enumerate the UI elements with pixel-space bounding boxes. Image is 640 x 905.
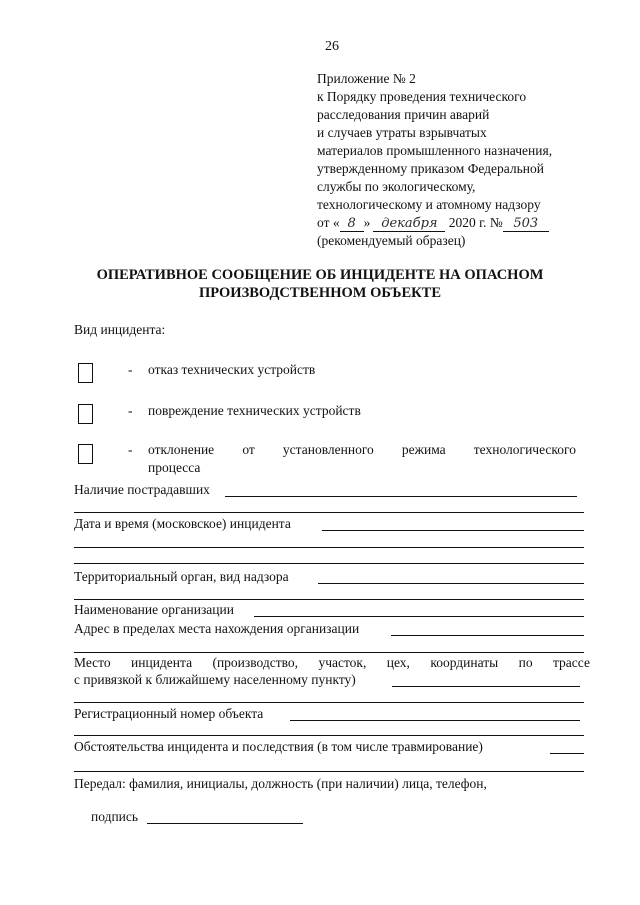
word: инцидента <box>131 655 193 670</box>
blank-line[interactable] <box>74 771 584 772</box>
blank-line[interactable] <box>74 735 584 736</box>
blank-line[interactable] <box>74 563 584 564</box>
field-address-input[interactable] <box>391 635 584 636</box>
field-label-sender: Передал: фамилия, инициалы, должность (при наличии) лица, телефон, <box>74 776 487 791</box>
word: режима <box>401 442 446 457</box>
appendix-line: Приложение № 2 <box>317 71 416 86</box>
field-label-signature: подпись <box>91 809 139 824</box>
blank-line[interactable] <box>74 547 584 548</box>
document-title <box>0 266 640 302</box>
order-number: 503 <box>503 217 549 232</box>
field-datetime-input[interactable] <box>322 530 584 531</box>
option-label-device-damage: повреждение технических устройств <box>148 403 361 418</box>
option-label-process-deviation <box>148 441 576 458</box>
field-victims-input[interactable] <box>225 496 577 497</box>
date-prefix: от « <box>317 215 340 230</box>
word: участок, <box>318 655 367 670</box>
blank-line[interactable] <box>74 652 584 653</box>
field-territorial-input[interactable] <box>318 583 584 584</box>
word: технологического <box>473 442 576 457</box>
checkbox-process-deviation[interactable] <box>78 444 93 464</box>
field-label-place <box>74 654 590 671</box>
option-label-device-failure: отказ технических устройств <box>148 362 316 377</box>
page-number: 26 <box>325 39 339 54</box>
title-line: ПРОИЗВОДСТВЕННОМ ОБЪЕКТЕ <box>198 285 442 301</box>
appendix-line: технологическому и атомному надзору <box>317 197 541 212</box>
appendix-line: службы по экологическому, <box>317 179 476 194</box>
word: по <box>518 655 533 670</box>
field-org-name-input[interactable] <box>254 616 584 617</box>
field-signature-input[interactable] <box>147 823 303 824</box>
option-dash: - <box>128 442 133 457</box>
field-reg-number-input[interactable] <box>290 720 580 721</box>
field-place-input[interactable] <box>392 686 580 687</box>
order-date-line <box>317 214 552 232</box>
field-label-org-name: Наименование организации <box>74 602 234 617</box>
appendix-line: к Порядку проведения технического <box>317 89 527 104</box>
checkbox-device-damage[interactable] <box>78 404 93 424</box>
appendix-header <box>317 70 552 250</box>
field-label-reg-number: Регистрационный номер объекта <box>74 706 264 721</box>
word: установленного <box>282 442 374 457</box>
incident-type-label: Вид инцидента: <box>74 322 166 337</box>
field-label-place-line2: с привязкой к ближайшему населенному пункту) <box>74 672 356 687</box>
field-label-circumstances: Обстоятельства инцидента и последствия (в том числе травмирование) <box>74 739 483 754</box>
appendix-line: утвержденному приказом Федеральной <box>317 161 544 176</box>
appendix-line: расследования причин аварий <box>317 107 490 122</box>
field-label-victims: Наличие пострадавших <box>74 482 210 497</box>
blank-line[interactable] <box>74 702 584 703</box>
title-line: ОПЕРАТИВНОЕ СООБЩЕНИЕ ОБ ИНЦИДЕНТЕ НА ОПАСНОМ <box>96 267 544 283</box>
field-label-territorial: Территориальный орган, вид надзора <box>74 569 289 584</box>
word: (производство, <box>212 655 299 670</box>
date-month: декабря <box>373 217 445 232</box>
appendix-line: материалов промышленного назначения, <box>317 143 553 158</box>
word: отклонение <box>148 442 215 457</box>
date-year: 2020 г. № <box>448 215 503 230</box>
word: Место <box>74 655 111 670</box>
date-mid: » <box>363 215 371 230</box>
blank-line[interactable] <box>74 599 584 600</box>
sample-note: (рекомендуемый образец) <box>317 233 466 248</box>
checkbox-device-failure[interactable] <box>78 363 93 383</box>
field-label-datetime: Дата и время (московское) инцидента <box>74 516 291 531</box>
option-dash: - <box>128 362 133 377</box>
option-label-continuation: процесса <box>148 460 201 475</box>
word: трассе <box>552 655 590 670</box>
field-label-address: Адрес в пределах места нахождения организации <box>74 621 360 636</box>
blank-line[interactable] <box>74 512 584 513</box>
date-day: 8 <box>340 217 364 232</box>
appendix-line: и случаев утраты взрывчатых <box>317 125 487 140</box>
word: цех, <box>386 655 410 670</box>
word: координаты <box>430 655 499 670</box>
field-circumstances-input[interactable] <box>550 753 584 754</box>
option-dash: - <box>128 403 133 418</box>
word: от <box>242 442 255 457</box>
